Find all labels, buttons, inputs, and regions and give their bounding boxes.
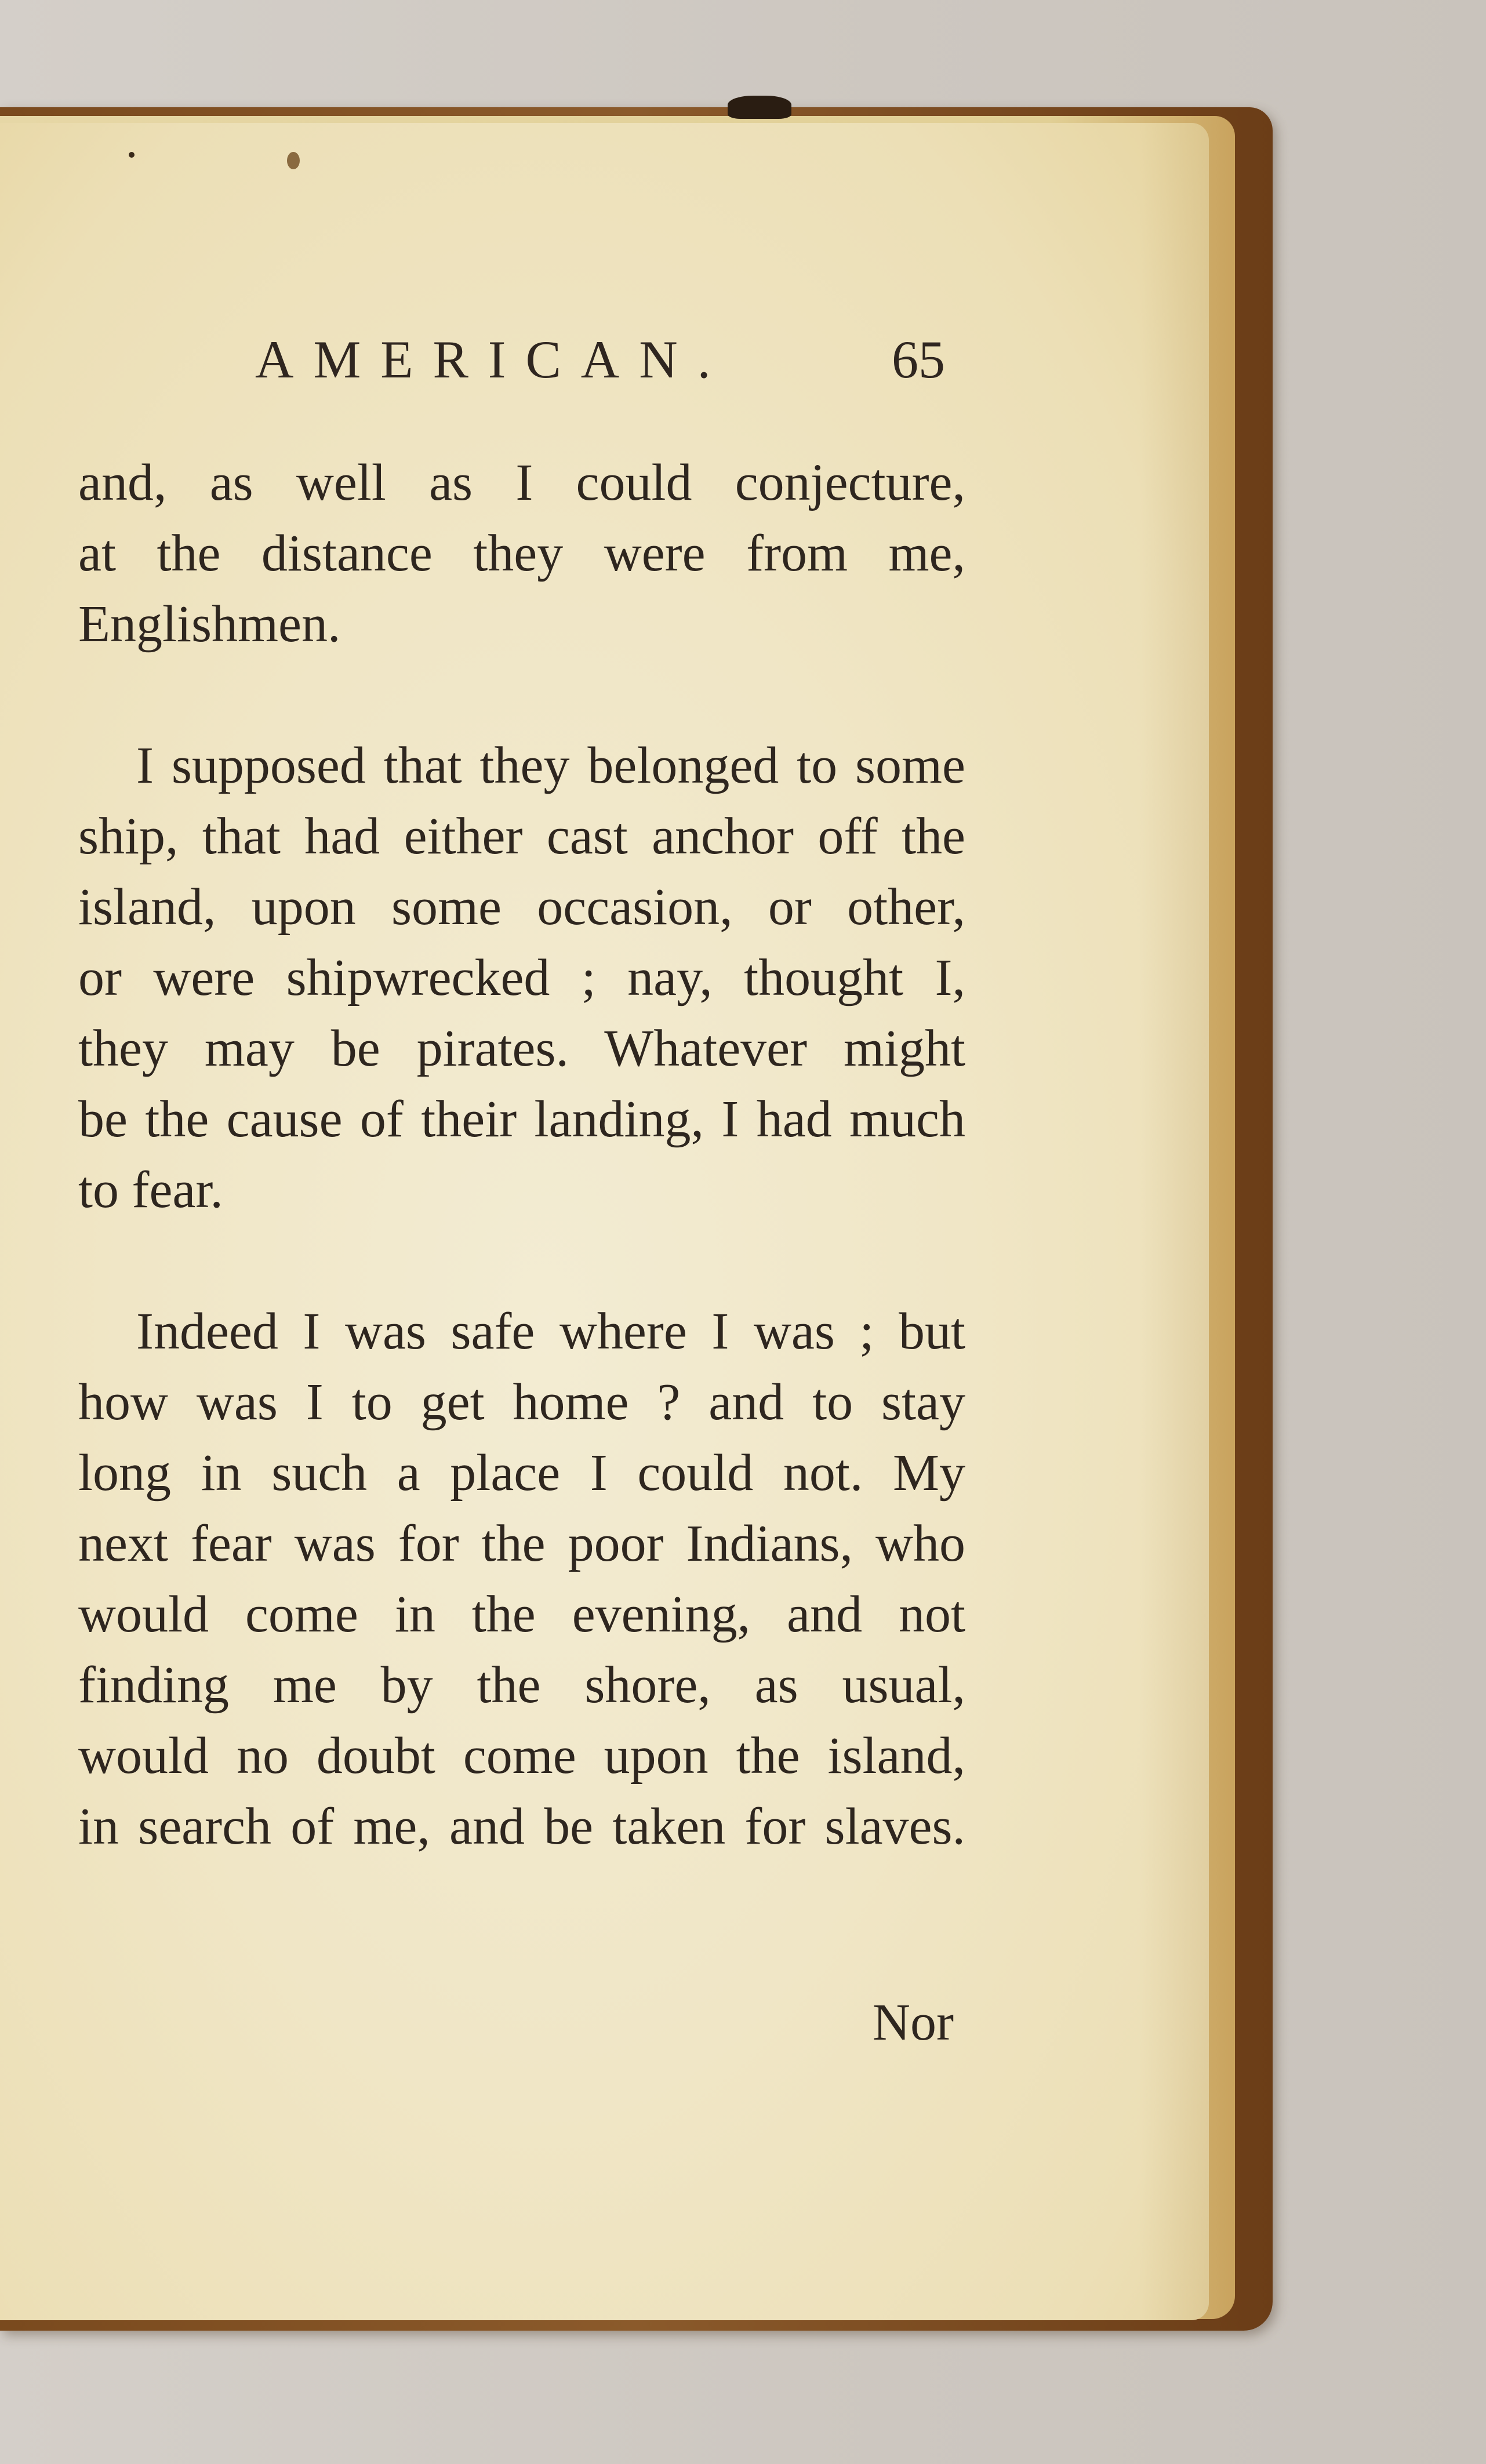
- paragraph-2: [78, 731, 965, 1226]
- text-line: ship, that had either cast anchor off the: [78, 808, 965, 865]
- running-head: AMERICAN.: [255, 330, 731, 389]
- paragraph-1: [78, 448, 965, 660]
- text-line: Indeed I was safe where I was ; but: [136, 1303, 965, 1360]
- text-line: be the cause of their landing, I had much: [78, 1091, 965, 1148]
- text-line: would no doubt come upon the island,: [78, 1727, 965, 1785]
- text-line: at the distance they were from me,: [78, 525, 965, 582]
- body-text: [78, 448, 965, 1933]
- text-line: would come in the evening, and not: [78, 1586, 965, 1643]
- page-header: [255, 329, 945, 398]
- text-line: how was I to get home ? and to stay: [78, 1373, 965, 1431]
- text-line: Englishmen.: [78, 595, 341, 653]
- ink-spot: [129, 152, 135, 158]
- text-line: finding me by the shore, as usual,: [78, 1656, 965, 1714]
- binding-tab: [728, 96, 791, 119]
- text-line: or were shipwrecked ; nay, thought I,: [78, 949, 965, 1006]
- text-line: I supposed that they belonged to some: [136, 737, 965, 794]
- text-line: and, as well as I could conjecture,: [78, 454, 965, 511]
- page-number: 65: [892, 330, 945, 389]
- ink-spot: [287, 152, 300, 169]
- text-line: to fear.: [78, 1161, 223, 1219]
- catchword: Nor: [873, 1994, 954, 2051]
- text-line: long in such a place I could not. My: [78, 1444, 965, 1502]
- text-line: island, upon some occasion, or other,: [78, 878, 965, 936]
- book-page: [0, 123, 1209, 2320]
- text-line: next fear was for the poor Indians, who: [78, 1515, 965, 1572]
- text-line: they may be pirates. Whatever might: [78, 1020, 965, 1077]
- paragraph-3: [78, 1296, 965, 1862]
- text-line: in search of me, and be taken for slaves.: [78, 1798, 965, 1855]
